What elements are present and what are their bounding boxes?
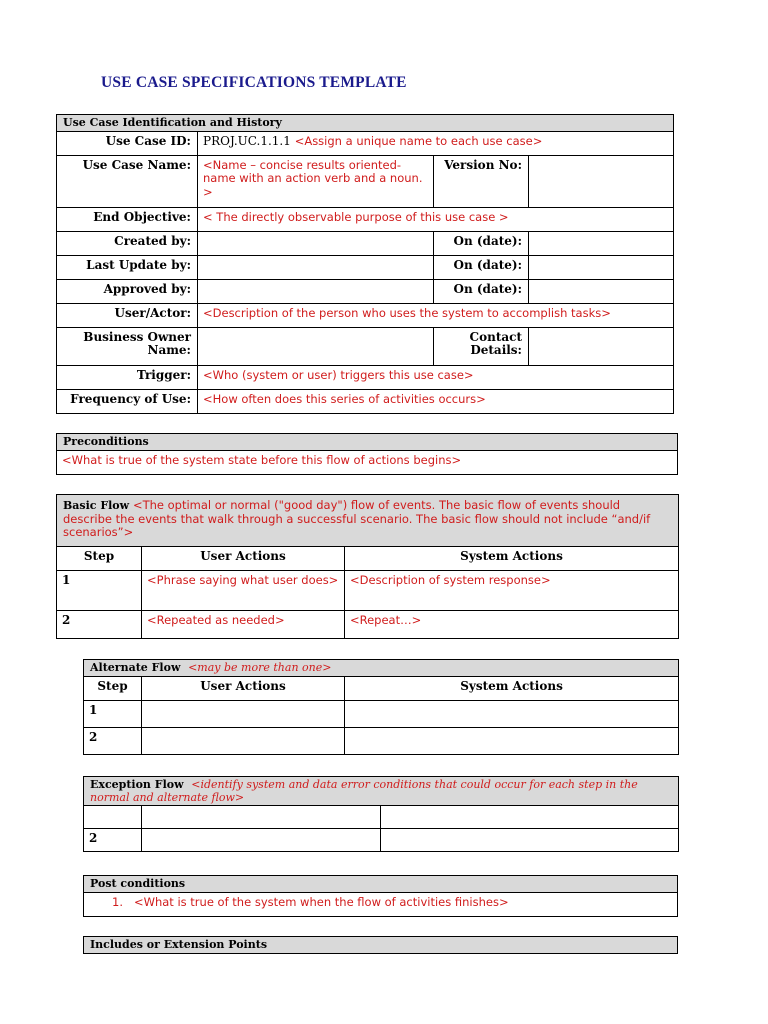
table-row	[84, 829, 679, 852]
created-by-field[interactable]	[198, 231, 434, 255]
frequency-hint: <How often does this series of activities occurs>	[203, 391, 486, 406]
alternate-flow-header: Alternate Flow	[90, 661, 181, 674]
version-field[interactable]	[529, 155, 674, 207]
approved-date-label: On (date):	[434, 279, 529, 303]
created-by-label: Created by:	[57, 231, 198, 255]
business-owner-label: Business Owner Name:	[57, 327, 198, 365]
post-conditions-field[interactable]	[84, 892, 678, 916]
created-date-field[interactable]	[529, 231, 674, 255]
user-actor-field[interactable]	[198, 303, 674, 327]
preconditions-header: Preconditions	[57, 434, 678, 451]
alternate-flow-system-action[interactable]	[345, 700, 679, 727]
basic-flow-col-system: System Actions	[345, 547, 679, 571]
end-objective-field[interactable]	[198, 207, 674, 231]
use-case-id-value: PROJ.UC.1.1.1	[203, 133, 291, 148]
exception-flow-header-cell	[84, 777, 679, 806]
exception-flow-user-action[interactable]	[142, 806, 381, 829]
alternate-flow-table	[83, 659, 679, 755]
alternate-flow-system-action[interactable]	[345, 727, 679, 754]
version-label: Version No:	[434, 155, 529, 207]
basic-flow-hint: <The optimal or normal ("good day") flow of events. The basic flow of events should describe the events that walk through a successful scenario. The basic flow should not include “and/if scenarios”>	[63, 498, 651, 539]
use-case-id-label: Use Case ID:	[57, 131, 198, 155]
trigger-field[interactable]	[198, 365, 674, 389]
use-case-id-field[interactable]	[198, 131, 674, 155]
basic-flow-table	[56, 494, 679, 639]
preconditions-hint: <What is true of the system state before this flow of actions begins>	[62, 452, 462, 467]
created-date-label: On (date):	[434, 231, 529, 255]
frequency-label: Frequency of Use:	[57, 389, 198, 413]
table-row	[84, 806, 679, 829]
business-owner-field[interactable]	[198, 327, 434, 365]
contact-field[interactable]	[529, 327, 674, 365]
frequency-field[interactable]	[198, 389, 674, 413]
post-conditions-number: 1.	[112, 894, 123, 909]
includes-header: Includes or Extension Points	[84, 937, 678, 954]
exception-flow-header: Exception Flow	[90, 778, 184, 791]
basic-flow-header-cell	[57, 495, 679, 547]
alternate-flow-col-user: User Actions	[142, 676, 345, 700]
alternate-flow-user-action[interactable]	[142, 700, 345, 727]
basic-flow-user-action[interactable]	[142, 611, 345, 639]
user-actor-hint: <Description of the person who uses the system to accomplish tasks>	[203, 305, 611, 320]
table-row	[84, 700, 679, 727]
last-update-date-label: On (date):	[434, 255, 529, 279]
exception-flow-hint: <identify system and data error conditions that could occur for each step in the normal and alternate flow>	[90, 778, 638, 804]
last-update-date-field[interactable]	[529, 255, 674, 279]
exception-flow-system-action[interactable]	[381, 806, 679, 829]
use-case-name-label: Use Case Name:	[57, 155, 198, 207]
exception-flow-step	[84, 806, 142, 829]
basic-flow-col-step: Step	[57, 547, 142, 571]
use-case-name-field[interactable]	[198, 155, 434, 207]
basic-flow-user-hint: <Phrase saying what user does>	[147, 573, 339, 587]
basic-flow-user-action[interactable]	[142, 571, 345, 611]
post-conditions-hint: <What is true of the system when the flow of activities finishes>	[133, 894, 509, 909]
alternate-flow-hint: <may be more than one>	[188, 661, 332, 674]
basic-flow-step: 1	[57, 571, 142, 611]
use-case-id-hint: <Assign a unique name to each use case>	[294, 133, 543, 148]
exception-flow-table	[83, 776, 679, 852]
exception-flow-system-action[interactable]	[381, 829, 679, 852]
table-row	[84, 727, 679, 754]
user-actor-label: User/Actor:	[57, 303, 198, 327]
post-conditions-table	[83, 875, 678, 917]
basic-flow-system-action[interactable]	[345, 611, 679, 639]
identification-header: Use Case Identification and History	[57, 115, 674, 132]
contact-label: Contact Details:	[434, 327, 529, 365]
preconditions-field[interactable]	[57, 450, 678, 474]
basic-flow-step: 2	[57, 611, 142, 639]
alternate-flow-col-system: System Actions	[345, 676, 679, 700]
use-case-name-hint: <Name – concise results oriented-name with an action verb and a noun. >	[203, 157, 423, 199]
includes-table	[83, 936, 678, 954]
table-row	[57, 611, 679, 639]
alternate-flow-step: 1	[84, 700, 142, 727]
preconditions-table	[56, 433, 678, 475]
basic-flow-user-hint: <Repeated as needed>	[147, 613, 285, 627]
approved-by-field[interactable]	[198, 279, 434, 303]
approved-by-label: Approved by:	[57, 279, 198, 303]
identification-table	[56, 114, 674, 414]
basic-flow-col-user: User Actions	[142, 547, 345, 571]
table-row	[57, 571, 679, 611]
alternate-flow-col-step: Step	[84, 676, 142, 700]
basic-flow-system-hint: <Description of system response>	[350, 573, 551, 587]
last-update-field[interactable]	[198, 255, 434, 279]
end-objective-label: End Objective:	[57, 207, 198, 231]
trigger-hint: <Who (system or user) triggers this use case>	[203, 367, 474, 382]
basic-flow-header: Basic Flow	[63, 499, 130, 512]
alternate-flow-user-action[interactable]	[142, 727, 345, 754]
end-objective-hint: < The directly observable purpose of this use case >	[203, 209, 509, 224]
last-update-label: Last Update by:	[57, 255, 198, 279]
exception-flow-user-action[interactable]	[142, 829, 381, 852]
trigger-label: Trigger:	[57, 365, 198, 389]
page-title: USE CASE SPECIFICATIONS TEMPLATE	[101, 74, 407, 91]
basic-flow-system-action[interactable]	[345, 571, 679, 611]
exception-flow-step: 2	[84, 829, 142, 852]
post-conditions-header: Post conditions	[84, 876, 678, 893]
basic-flow-system-hint: <Repeat…>	[350, 613, 422, 627]
alternate-flow-step: 2	[84, 727, 142, 754]
alternate-flow-header-cell	[84, 660, 679, 677]
approved-date-field[interactable]	[529, 279, 674, 303]
